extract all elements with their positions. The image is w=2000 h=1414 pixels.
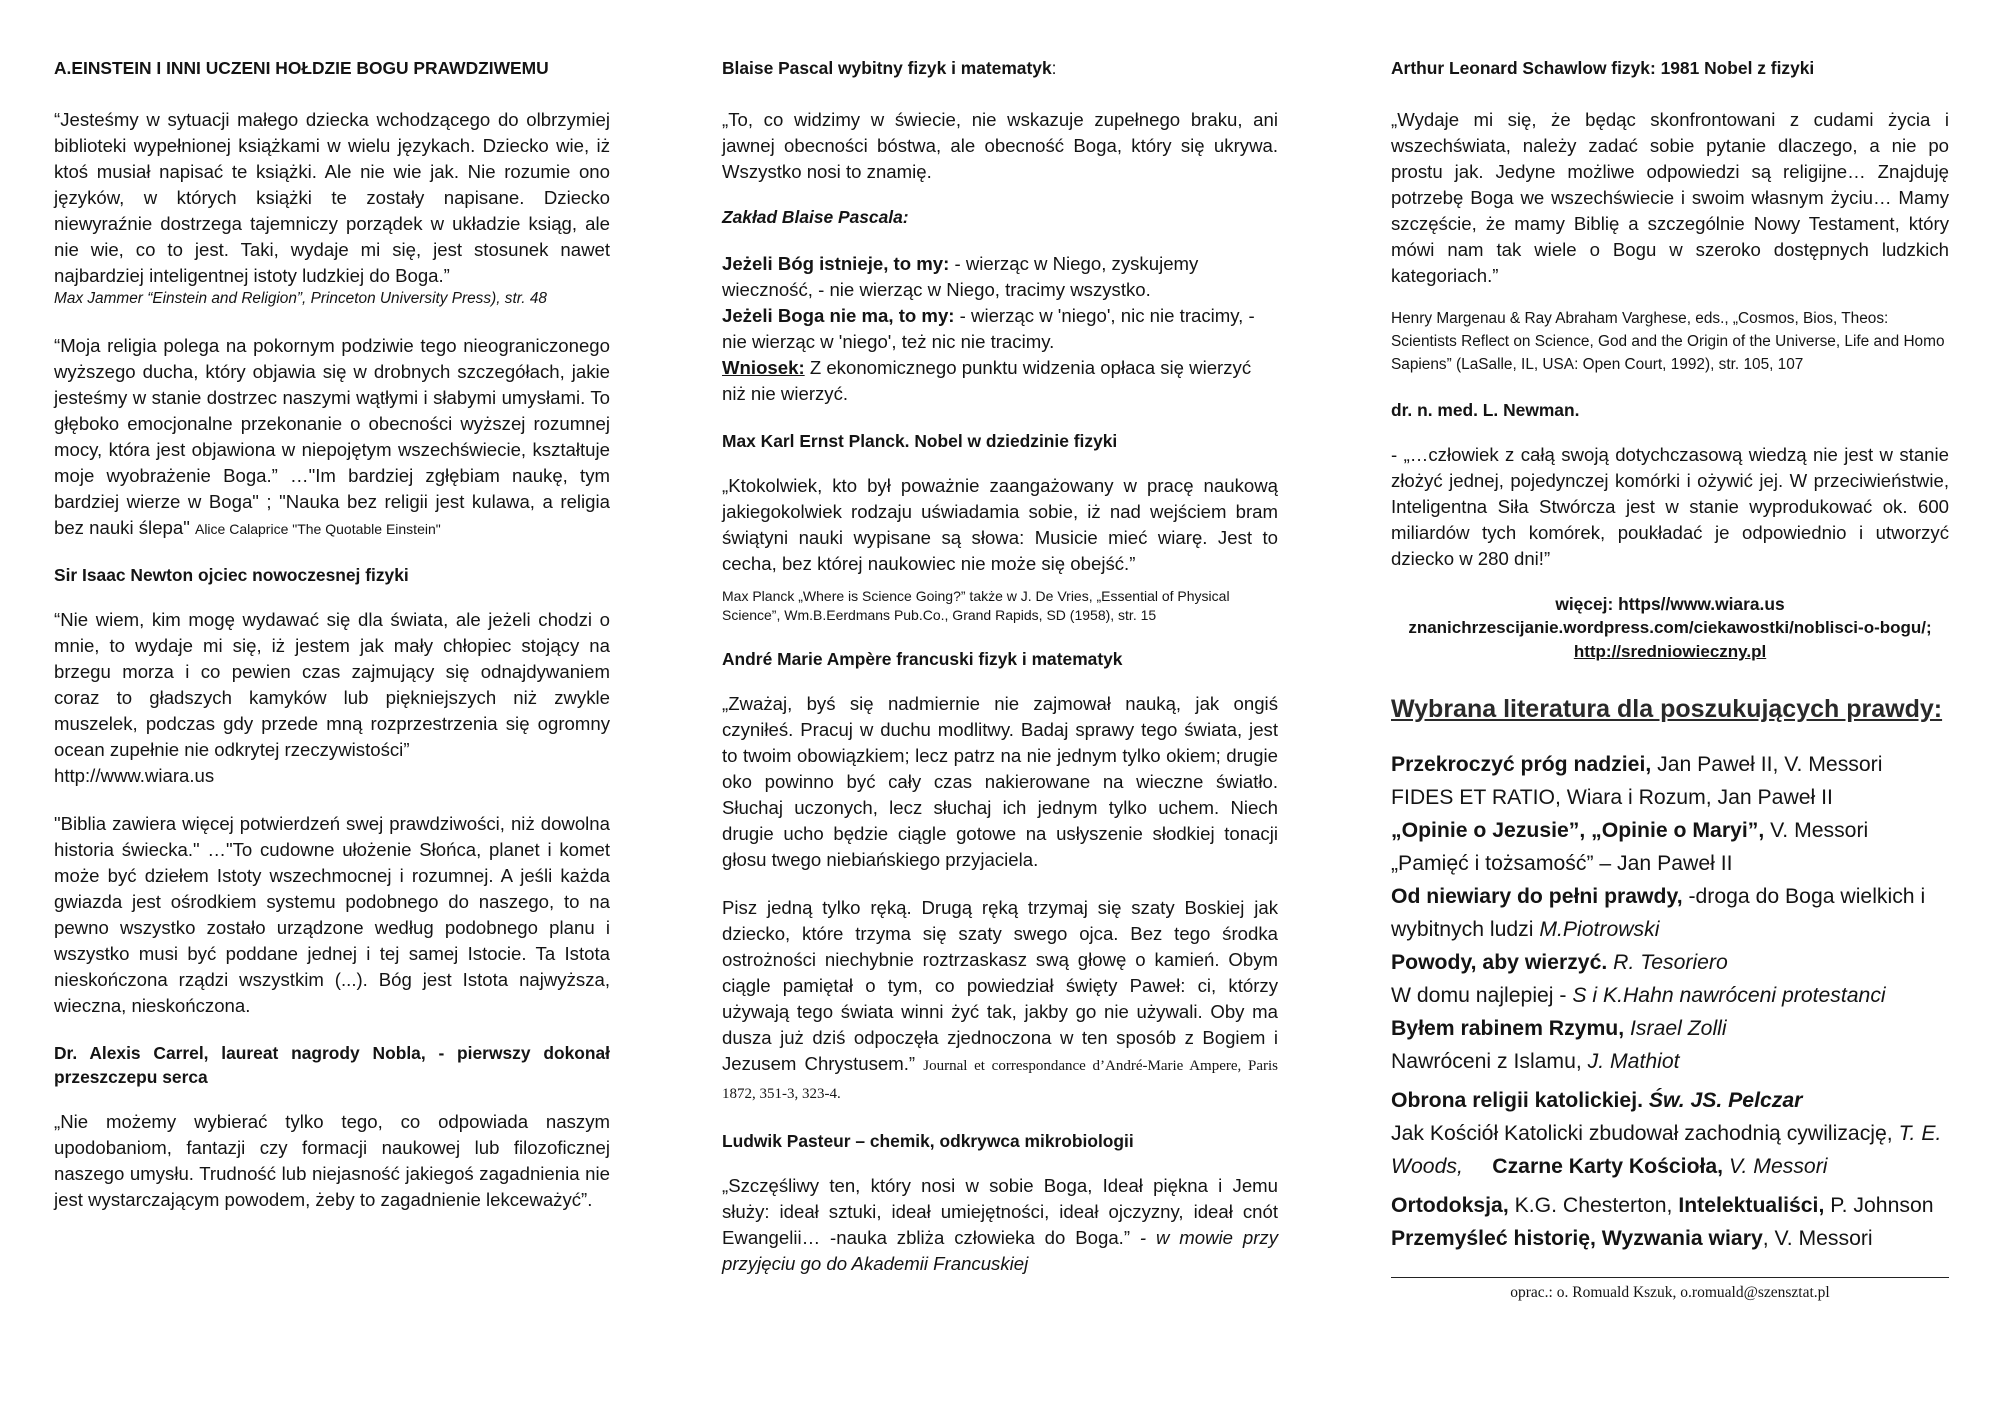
pasteur-source: - w mowie przy przyjęciu go do Akademii Francuskiej bbox=[722, 1227, 1279, 1274]
lit-title-bold: Obrona religii katolickiej. bbox=[1391, 1089, 1643, 1112]
literature-title: Wybrana literatura dla poszukujących prawdy: bbox=[1391, 695, 1943, 723]
sredniowieczny-link[interactable]: http://sredniowieczny.pl bbox=[1573, 642, 1767, 661]
newman-heading: dr. n. med. L. Newman. bbox=[1391, 400, 1580, 420]
newton-quote-1: “Nie wiem, kim mogę wydawać się dla świata, ale jeżeli chodzi o mnie, to wydaje mi się, iż jestem jak mały chłopiec stojący na brzegu morza i co pewien czas zajmujący się odnajdywaniem coraz to gładszych kamyków lub piękniejszych niż zwykle muszelek, podczas gdy przede mną rozprzestrzenia się ogromny ocean zupełnie nie odkrytej rzeczywistości” bbox=[54, 609, 610, 760]
wager-1-text: - wierząc w Niego, zyskujemy wieczność, - nie wierząc w Niego, tracimy wszystko. bbox=[722, 253, 1199, 300]
einstein-quote-1: “Jesteśmy w sytuacji małego dziecka wchodzącego do olbrzymiej biblioteki wypełnionej książkami w wielu językach. Dziecko wie, iż ktoś musiał napisać te książki. Ale nie wie jak. Nie rozumie ono języków, w których książki te zostały napisane. Dziecko niewyraźnie dostrzega tajemniczy porządek w układzie ksiąg, ale nie wie, co to jest. Taki, wydaje mi się, jest stosunek nawet najbardziej inteligentnej istoty ludzkiej do Boga.” bbox=[54, 109, 610, 286]
lit-author: M.Piotrowski bbox=[1539, 918, 1660, 941]
ampere-quote-1: „Zważaj, byś się nadmiernie nie zajmował nauką, jak ongiś czyniłeś. Pracuj w duchu modlitwy. Badaj sprawy tego świata, jest to twoim obowiązkiem; lecz patrz na nie jednym tylko okiem; drugie oko powinno być cały czas nakierowane na wieczne światło. Słuchaj uczonych, lecz słuchaj ich jednym tylko uchem. Niech drugie ucho będzie ciągle gotowe na usłyszenie słodkiej tonacji głosu twego niebiańskiego przyjaciela. bbox=[722, 693, 1278, 870]
schawlow-heading: Arthur Leonard Schawlow fizyk: 1981 Nobel z fizyki bbox=[1391, 58, 1815, 78]
lit-author: R. Tesoriero bbox=[1607, 951, 1728, 974]
lit-author: T. E. Woods, bbox=[1391, 1122, 1942, 1178]
lit-author: P. Johnson bbox=[1824, 1194, 1934, 1217]
more-line-1: więcej: https//www.wiara.us bbox=[1555, 594, 1785, 614]
lit-item bbox=[1391, 1222, 1949, 1255]
lit-item bbox=[1391, 1117, 1949, 1183]
pascal-heading-text: Blaise Pascal wybitny fizyk i matematyk bbox=[722, 58, 1052, 78]
lit-text: -droga do Boga wielkich i wybitnych ludzi bbox=[1391, 885, 1926, 941]
wager-2-label: Jeżeli Boga nie ma, to my: bbox=[722, 305, 955, 326]
pascal-wager-title: Zakład Blaise Pascala: bbox=[722, 207, 909, 227]
lit-author: K.G. Chesterton, bbox=[1508, 1194, 1679, 1217]
newton-heading: Sir Isaac Newton ojciec nowoczesnej fizyki bbox=[54, 565, 409, 585]
lit-title-bold: Od niewiary do pełni prawdy, bbox=[1391, 885, 1683, 908]
lit-author: , V. Messori bbox=[1762, 1227, 1873, 1250]
carrel-quote: „Nie możemy wybierać tylko tego, co odpowiada naszym upodobaniom, fantazji czy formacji naukowej lub filozoficznej naszego umysłu. Trudność lub niejasność jakiegoś zagadnienia nie jest wystarczającym powodem, żeby to zagadnienie lekceważyć”. bbox=[54, 1111, 610, 1210]
pascal-wager-2 bbox=[722, 303, 1278, 355]
conclusion-label: Wniosek: bbox=[722, 357, 805, 378]
lit-item: FIDES ET RATIO, Wiara i Rozum, Jan Paweł II bbox=[1391, 786, 1833, 809]
lit-author: Israel Zolli bbox=[1624, 1017, 1727, 1040]
lit-item bbox=[1391, 1189, 1949, 1222]
newton-quote-2: "Biblia zawiera więcej potwierdzeń swej prawdziwości, niż dowolna historia świecka." …"To cudowne ułożenie Słońca, planet i komet może być dziełem Istoty wszechmocnej i rozumnej. A jeśli każda gwiazda jest ośrodkiem systemu podobnego do naszego, to na pewno wszystko zostało urządzone według podobnego planu i wszystko musi być poddane jednej i tej samej Istocie. Ta Istota nieskończona rządzi wszystkim (...). Bóg jest Istota najwyższa, wieczna, nieskończona. bbox=[54, 813, 610, 1016]
lit-text: Jak Kościół Katolicki zbudował zachodnią cywilizację, bbox=[1391, 1122, 1899, 1145]
wager-2-text: - wierząc w 'niego', nic nie tracimy, - nie wierząc w 'niego', też nic nie tracimy. bbox=[722, 305, 1255, 352]
footer-divider bbox=[1391, 1277, 1949, 1278]
footer-credit: oprac.: o. Romuald Kszuk, o.romuald@szensztat.pl bbox=[1510, 1284, 1830, 1301]
lit-item bbox=[1391, 1045, 1949, 1078]
planck-quote: „Ktokolwiek, kto był poważnie zaangażowany w pracę naukową jakiegokolwiek rodzaju uświadamia sobie, iż nad wejściem bram świątyni nauki wypisane są słowa: Musicie mieć wiarę. Jest to cecha, bez której naukowiec nie może się obejść.” bbox=[722, 475, 1278, 574]
wager-1-label: Jeżeli Bóg istnieje, to my: bbox=[722, 253, 950, 274]
lit-item bbox=[1391, 946, 1949, 979]
main-heading: A.EINSTEIN I INNI UCZENI HOŁDZIE BOGU PRAWDZIWEMU bbox=[54, 58, 549, 78]
pasteur-quote bbox=[722, 1173, 1278, 1277]
lit-title-bold: Intelektualiści, bbox=[1678, 1194, 1825, 1217]
ampere-quote-2 bbox=[722, 895, 1278, 1107]
lit-item: „Pamięć i tożsamość” – Jan Paweł II bbox=[1391, 852, 1733, 875]
column-left bbox=[54, 52, 610, 1213]
lit-title-bold: Powody, aby wierzyć. bbox=[1391, 951, 1608, 974]
lit-author: V. Messori bbox=[1723, 1155, 1828, 1178]
newton-url: http://www.wiara.us bbox=[54, 765, 215, 786]
more-url-text: znanichrzescijanie.wordpress.com/ciekawostki/noblisci-o-bogu/; bbox=[1408, 618, 1932, 637]
newman-quote: - „…człowiek z całą swoją dotychczasową wiedzą nie jest w stanie złożyć jednej, pojedynczej komórki i ożywić jej. W przeciwieństwie, Inteligentna Siła Stwórcza jest w stanie wyprodukować ok. 600 miliardów tych komórek, poukładać je odpowiednio i utworzyć dziecko w 280 dni!” bbox=[1391, 444, 1949, 569]
column-right bbox=[1391, 52, 1949, 1318]
lit-author: V. Messori bbox=[1764, 819, 1869, 842]
lit-title-bold: Przekroczyć próg nadziei, bbox=[1391, 753, 1652, 776]
more-line-2 bbox=[1391, 616, 1949, 664]
carrel-heading: Dr. Alexis Carrel, laureat nagrody Nobla, - pierwszy dokonał przeszczepu serca bbox=[54, 1043, 610, 1087]
lit-item bbox=[1391, 814, 1949, 847]
einstein-quote-2-text: “Moja religia polega na pokornym podziwie tego nieograniczonego wyższego ducha, który objawia się w drobnych szczegółach, jakie jesteśmy w stanie dostrzec naszymi wątłymi i słabymi umysłami. To głęboko emocjonalne przekonanie o obecności wyższej rozumnej mocy, która jest objawiona w niepojętym wszechświecie, kształtuje moje wyobrażenie Boga.” …"Im bardziej zgłębiam naukę, tym bardziej wierze w Boga" ; "Nauka bez religii jest kulawa, a religia bez nauki ślepa" bbox=[54, 335, 610, 538]
ampere-quote-2-text: Pisz jedną tylko ręką. Drugą ręką trzymaj się szaty Boskiej jak dziecko, które trzyma się szaty swego ojca. Bez tego środka ostrożności niechybnie roztrzaskasz swą głowę o kamień. Obym ciągle pamiętał o tym, co powiedział święty Paweł: ci, którzy używają tego świata winni żyć tak, jakby go nie używali. Oby ma dusza już dziś odpoczęła zjednoczona w ten sposób z Bogiem i Jezusem Chrystusem.” bbox=[722, 897, 1278, 1074]
pascal-quote: „To, co widzimy w świecie, nie wskazuje zupełnego braku, ani jawnej obecności bóstwa, ale obecność Boga, który się ukrywa. Wszystko nosi to znamię. bbox=[722, 109, 1278, 182]
einstein-source-1: Max Jammer “Einstein and Religion”, Princeton University Press), str. 48 bbox=[54, 290, 547, 307]
lit-item bbox=[1391, 880, 1949, 946]
lit-item bbox=[1391, 979, 1949, 1012]
column-middle bbox=[722, 52, 1278, 1277]
lit-title-bold: Ortodoksja, bbox=[1391, 1194, 1509, 1217]
lit-title-bold: Byłem rabinem Rzymu, bbox=[1391, 1017, 1625, 1040]
pascal-heading bbox=[722, 56, 1278, 80]
lit-title-bold: Przemyśleć historię, Wyzwania wiary bbox=[1391, 1227, 1763, 1250]
lit-item bbox=[1391, 748, 1949, 781]
literature-list bbox=[1391, 748, 1949, 1255]
lit-title-bold: „Opinie o Jezusie”, „Opinie o Maryi”, bbox=[1391, 819, 1765, 842]
pascal-heading-colon: : bbox=[1051, 58, 1057, 78]
ampere-source: Journal et correspondance d’André-Marie Ampere, Paris 1872, 351-3, 323-4. bbox=[722, 1058, 1279, 1102]
planck-source: Max Planck „Where is Science Going?” także w J. De Vries, „Essential of Physical Science”, Wm.B.Eerdmans Pub.Co., Grand Rapids, SD (1958), str. 15 bbox=[722, 588, 1230, 623]
lit-item bbox=[1391, 1012, 1949, 1045]
lit-author: S i K.Hahn nawróceni protestanci bbox=[1572, 984, 1886, 1007]
conclusion-text: Z ekonomicznego punktu widzenia opłaca się wierzyć niż nie wierzyć. bbox=[722, 357, 1252, 404]
einstein-source-2: Alice Calaprice "The Quotable Einstein" bbox=[194, 521, 441, 537]
schawlow-quote: „Wydaje mi się, że będąc skonfrontowani z cudami życia i wszechświata, należy zadać sobie pytanie dlaczego, a nie po prostu jak. Jedyne możliwe odpowiedzi są religijne… Znajduję potrzebę Boga we wszechświecie i swoim własnym życiu… Mamy szczęście, że mamy Biblię a szczególnie Nowy Testament, który mówi nam tak wiele o Bogu w szeroko dostępnych ludzkich kategoriach.” bbox=[1391, 109, 1949, 286]
lit-title-bold: Czarne Karty Kościoła, bbox=[1462, 1155, 1724, 1178]
ampere-heading: André Marie Ampère francuski fizyk i matematyk bbox=[722, 649, 1123, 669]
planck-heading: Max Karl Ernst Planck. Nobel w dziedzinie fizyki bbox=[722, 431, 1118, 451]
lit-item bbox=[1391, 1084, 1949, 1117]
lit-author: Św. JS. Pelczar bbox=[1642, 1089, 1803, 1112]
lit-author: J. Mathiot bbox=[1587, 1050, 1680, 1073]
pascal-conclusion bbox=[722, 355, 1278, 407]
lit-text: Nawróceni z Islamu, bbox=[1391, 1050, 1588, 1073]
lit-text: W domu najlepiej - bbox=[1391, 984, 1573, 1007]
schawlow-source: Henry Margenau & Ray Abraham Varghese, eds., „Cosmos, Bios, Theos: Scientists Reflect on Science, God and the Origin of the Universe, Life and Homo Sapiens” (LaSalle, IL, USA: Open Court, 1992), str. 105, 107 bbox=[1391, 310, 1945, 373]
einstein-quote-2 bbox=[54, 333, 610, 541]
pasteur-heading: Ludwik Pasteur – chemik, odkrywca mikrobiologii bbox=[722, 1131, 1134, 1151]
lit-author: Jan Paweł II, V. Messori bbox=[1651, 753, 1883, 776]
pascal-wager-1 bbox=[722, 251, 1278, 303]
pasteur-quote-text: „Szczęśliwy ten, który nosi w sobie Boga, Ideał piękna i Jemu służy: ideał sztuki, ideał umiejętności, ideał ojczyzny, ideał cnót Ewangelii… -nauka zbliża człowieka do Boga.” bbox=[722, 1175, 1278, 1248]
